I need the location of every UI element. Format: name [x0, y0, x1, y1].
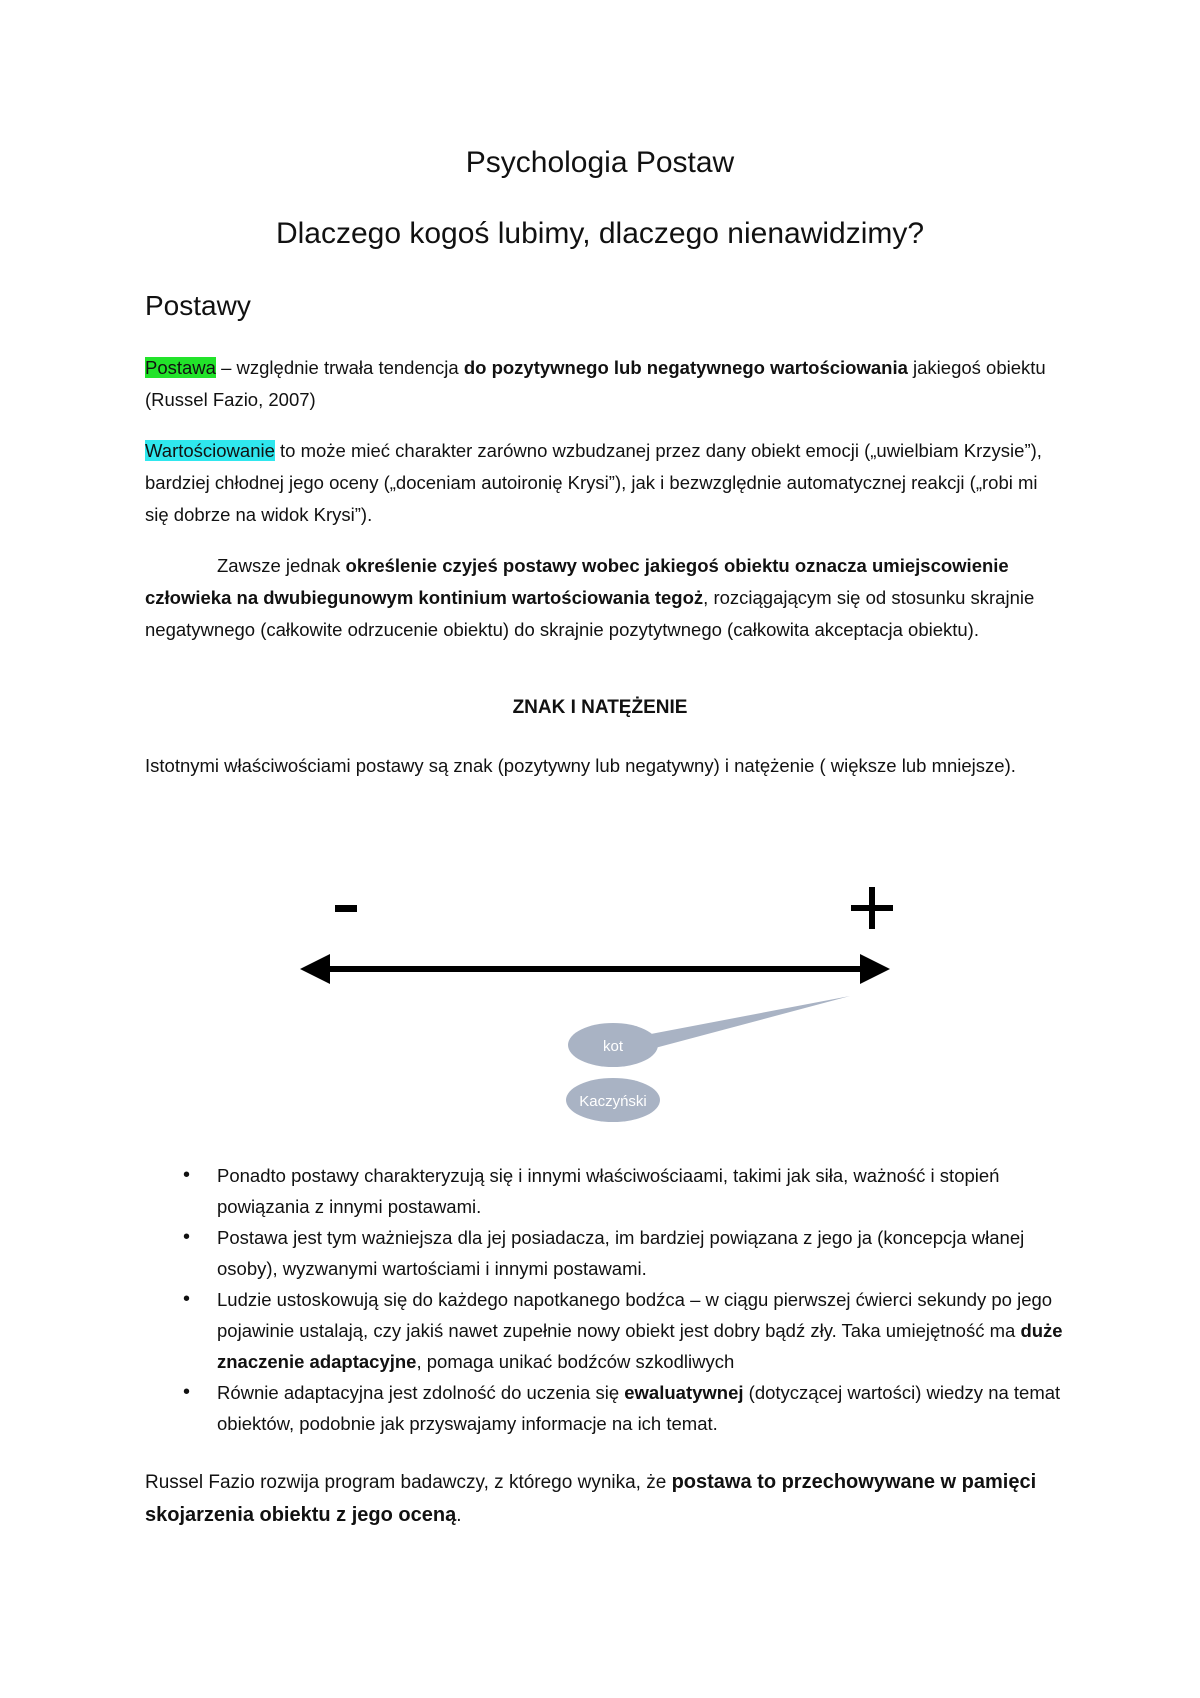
bubble-kaczynski-label: Kaczyński [579, 1093, 647, 1110]
list-item [145, 1377, 1065, 1439]
term-wartosciowanie: Wartościowanie [145, 440, 275, 461]
list-item [145, 1222, 1065, 1284]
continuum-bold: określenie czyjeś postawy wobec jakiegoś obiektu oznacza umiejscowienie człowieka na dwubiegunowym kontinium wartościowania tegoż [145, 555, 1009, 608]
valuation-text: to może mieć charakter zarówno wzbudzanej przez dany obiekt emocji („uwielbiam Krzysie”), bardziej chłodnej jego oceny („doceniam autoironię Krysi”), jak i bezwzględnie automatycznej reakcji („robi mi się dobrze na widok Krysi”). [145, 440, 1042, 525]
valuation-paragraph [145, 435, 1065, 531]
znak-heading: ZNAK I NATĘŻENIE [512, 697, 688, 718]
list-item-text: Postawa jest tym ważniejsza dla jej posiadacza, im bardziej powiązana z jego ja (koncepcja włanej osoby), wyzwanymi wartościami i innymi postawami. [217, 1227, 1025, 1279]
plus-sign-icon [851, 887, 893, 929]
conclusion-text-1: Russel Fazio rozwija program badawczy, z którego wynika, że [145, 1472, 672, 1493]
list-item-bold: ewaluatywnej [624, 1382, 744, 1403]
definition-bold: do pozytywnego lub negatywnego wartościowania [463, 357, 908, 378]
list-item-text: , pomaga unikać bodźców szkodliwych [416, 1351, 735, 1372]
bipolar-arrow [300, 954, 890, 984]
document-subtitle: Dlaczego kogoś lubimy, dlaczego nienawidzimy? [275, 217, 925, 250]
section-heading-postawy: Postawy [145, 290, 251, 321]
bubble-kot-label: kot [602, 1038, 624, 1055]
bullet-icon: • [183, 1226, 191, 1248]
list-item-bold: duże znaczenie adaptacyjne [217, 1320, 1063, 1372]
conclusion-text-2: . [456, 1505, 462, 1526]
list-item [145, 1284, 1065, 1377]
bullet-icon: • [183, 1288, 191, 1310]
list-item-text: (dotyczącej wartości) wiedzy na temat obiektów, podobnie jak przyswajamy informacje na ich temat. [217, 1382, 1061, 1434]
document-title: Psychologia Postaw [465, 146, 735, 179]
list-item-text: Ludzie ustoskowują się do każdego napotkanego bodźca – w ciągu pierwszej ćwierci sekundy po jego pojawinie ustalają, czy jakiś nawet zupełnie nowy obiekt jest dobry bądź zły. Taka umiejętność ma [217, 1289, 1053, 1341]
continuum-text-2: , rozciągającym się od stosunku skrajnie negatywnego (całkowite odrzucenie obiektu) do skrajnie pozytytwnego (całkowita akceptacja obiektu). [145, 587, 1035, 640]
list-item-text: Równie adaptacyjna jest zdolność do uczenia się [217, 1382, 625, 1403]
term-postawa: Postawa [145, 357, 216, 378]
znak-paragraph: Istotnymi właściwościami postawy są znak (pozytywny lub negatywny) i natężenie ( większe lub mniejsze). [145, 755, 1016, 776]
definition-paragraph [145, 352, 1065, 416]
bullet-list [145, 1160, 1065, 1439]
list-item [145, 1160, 1065, 1222]
valence-diagram [300, 860, 940, 1130]
definition-text-2: jakiegoś obiektu (Russel Fazio, 2007) [145, 357, 1046, 410]
continuum-text-1: Zawsze jednak [217, 555, 346, 576]
minus-sign-icon [335, 905, 357, 912]
bullet-icon: • [183, 1164, 191, 1186]
conclusion-bold: postawa to przechowywane w pamięci skojarzenia obiektu z jego oceną [145, 1471, 1037, 1526]
list-item-text: Ponadto postawy charakteryzują się i innymi właściwościaami, takimi jak siła, ważność i stopień powiązania z innymi postawami. [217, 1165, 1000, 1217]
continuum-paragraph [145, 550, 1065, 646]
bubble-pointer [630, 996, 850, 1052]
conclusion-paragraph [145, 1466, 1065, 1532]
definition-text-1: – względnie trwała tendencja [215, 357, 464, 378]
bullet-icon: • [183, 1381, 191, 1403]
